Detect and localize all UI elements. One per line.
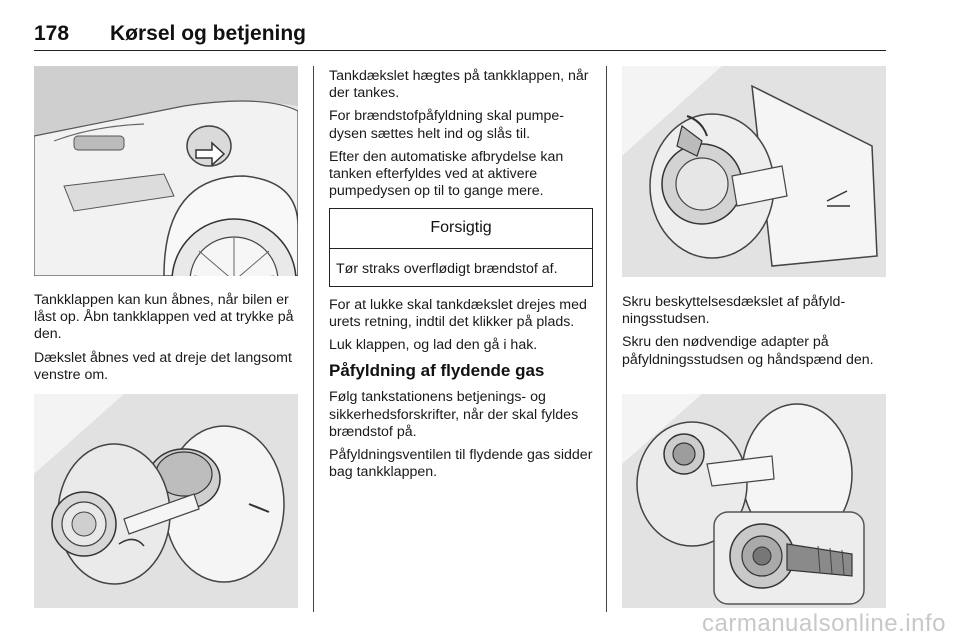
right-column-text bbox=[622, 294, 886, 375]
page-header bbox=[34, 18, 886, 51]
paragraph: Skru beskyttelsesdækslet af påfyldningsstudsen. bbox=[622, 294, 846, 328]
column-divider-left bbox=[313, 66, 314, 612]
caution-box bbox=[329, 208, 593, 286]
paragraph: Tankdækslet hægtes på tankklappen, når der tankes. bbox=[329, 68, 589, 102]
paragraph: Skru den nødvendige adapter på påfyldningsstudsen og håndspænd den. bbox=[622, 334, 874, 368]
figure-open-fuel-cap bbox=[34, 394, 298, 608]
middle-column-text bbox=[329, 68, 593, 487]
chapter-title: Kørsel og betjening bbox=[110, 22, 307, 45]
paragraph: For at lukke skal tankdækslet drejes med urets retning, indtil det klikker på plads. bbox=[329, 296, 587, 331]
section-heading: Påfyldning af flydende gas bbox=[329, 361, 545, 381]
left-column-text bbox=[34, 292, 300, 390]
page-number: 178 bbox=[34, 22, 70, 45]
caution-title: Forsigtig bbox=[330, 209, 592, 248]
figure-car-fuel-flap bbox=[34, 66, 298, 276]
caution-text: Tør straks overflødigt brændstof af. bbox=[336, 260, 558, 277]
paragraph: Følg tankstationens betjenings- og sikkerhedsforskrifter, når der skal fyldes brændstof på. bbox=[329, 389, 579, 440]
paragraph: Dækslet åbnes ved at dreje det langsomt venstre om. bbox=[34, 349, 292, 383]
paragraph: Påfyldningsventilen til flydende gas sidder bag tankklappen. bbox=[329, 447, 593, 481]
paragraph: Luk klappen, og lad den gå i hak. bbox=[329, 337, 538, 354]
column-divider-right bbox=[606, 66, 607, 612]
figure-fuel-nozzle bbox=[622, 66, 886, 277]
figure-lpg-adapter bbox=[622, 394, 886, 608]
watermark: carmanualsonline.info bbox=[702, 610, 946, 637]
paragraph: For brændstofpåfyldning skal pumpedysen sættes helt ind og slås til. bbox=[329, 108, 565, 142]
paragraph: Tankklappen kan kun åbnes, når bilen er låst op. Åbn tankklappen ved at trykke på den. bbox=[34, 292, 294, 343]
paragraph: Efter den automatiske afbrydelse kan tanken efterfyldes ved at aktivere pumpedysen op til to gange mere. bbox=[329, 148, 564, 200]
